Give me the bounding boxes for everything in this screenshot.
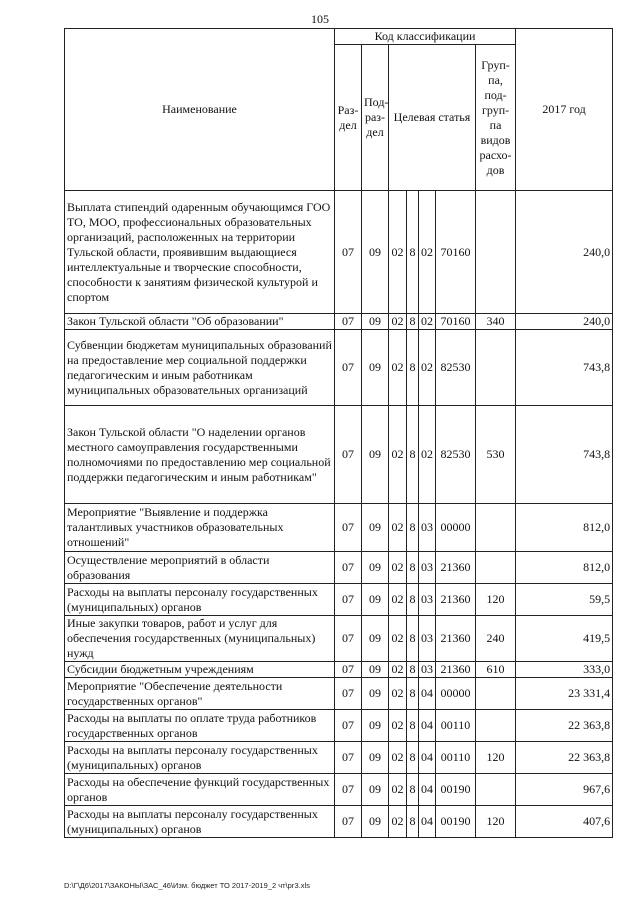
row-name: Расходы на обеспечение функций государственных органов [65,774,335,806]
row-cs1: 02 [389,806,407,838]
row-razdel: 07 [335,330,362,406]
row-name: Мероприятие "Выявление и поддержка талантливых участников образовательных отношений" [65,504,335,552]
row-cs1: 02 [389,504,407,552]
row-cs3: 02 [419,330,436,406]
row-cs4: 21360 [436,584,476,616]
row-vid [476,504,516,552]
row-name: Закон Тульской области "Об образовании" [65,314,335,330]
row-amount: 812,0 [516,552,613,584]
row-cs1: 02 [389,678,407,710]
table-row [65,806,613,838]
row-amount: 23 331,4 [516,678,613,710]
row-cs2: 8 [407,552,419,584]
row-cs1: 02 [389,314,407,330]
row-razdel: 07 [335,616,362,662]
row-razdel: 07 [335,314,362,330]
row-cs3: 03 [419,616,436,662]
header-code-group: Код классификации [335,29,516,45]
row-cs4: 00000 [436,678,476,710]
row-razdel: 07 [335,406,362,504]
row-cs2: 8 [407,710,419,742]
table-row [65,742,613,774]
row-cs2: 8 [407,330,419,406]
row-cs2: 8 [407,662,419,678]
row-razdel: 07 [335,584,362,616]
row-cs2: 8 [407,616,419,662]
row-podrazdel: 09 [362,742,389,774]
row-podrazdel: 09 [362,774,389,806]
row-cs4: 00190 [436,806,476,838]
row-cs3: 04 [419,710,436,742]
table-row [65,584,613,616]
row-podrazdel: 09 [362,678,389,710]
row-cs4: 21360 [436,662,476,678]
row-amount: 419,5 [516,616,613,662]
row-vid [476,330,516,406]
row-amount: 407,6 [516,806,613,838]
row-cs4: 82530 [436,330,476,406]
row-cs3: 03 [419,662,436,678]
header-section: Раз- дел [335,45,362,191]
row-name: Субвенции бюджетам муниципальных образований на предоставление мер социальной поддержки педагогическим и иным работникам муниципальных образовательных организаций [65,330,335,406]
row-name: Осуществление мероприятий в области образования [65,552,335,584]
row-name: Расходы на выплаты персоналу государственных (муниципальных) органов [65,742,335,774]
row-cs3: 02 [419,406,436,504]
table-row [65,774,613,806]
row-podrazdel: 09 [362,330,389,406]
row-vid [476,678,516,710]
row-cs3: 04 [419,742,436,774]
row-amount: 812,0 [516,504,613,552]
row-name: Расходы на выплаты персоналу государственных (муниципальных) органов [65,584,335,616]
row-cs1: 02 [389,191,407,314]
row-amount: 743,8 [516,406,613,504]
row-cs3: 04 [419,678,436,710]
row-cs1: 02 [389,584,407,616]
row-amount: 743,8 [516,330,613,406]
row-vid: 530 [476,406,516,504]
row-amount: 240,0 [516,314,613,330]
row-cs3: 03 [419,504,436,552]
row-vid [476,774,516,806]
row-vid: 610 [476,662,516,678]
row-cs2: 8 [407,678,419,710]
row-cs1: 02 [389,710,407,742]
row-cs1: 02 [389,330,407,406]
row-cs4: 00110 [436,742,476,774]
row-podrazdel: 09 [362,314,389,330]
row-podrazdel: 09 [362,504,389,552]
row-vid [476,710,516,742]
row-cs4: 70160 [436,314,476,330]
table-row [65,662,613,678]
row-cs1: 02 [389,774,407,806]
row-cs3: 02 [419,191,436,314]
row-name: Выплата стипендий одаренным обучающимся ГОО ТО, МОО, профессиональных образовательных организаций, расположенных на территории Тульской области, проявившим выдающиеся интеллектуальные и творческие способности, способности к занятиям физической культурой и спортом [65,191,335,314]
row-cs2: 8 [407,806,419,838]
row-cs4: 00110 [436,710,476,742]
file-path-footer: D:\Г\Д6\2017\ЗАКОНЫ\ЗАС_46\Изм. бюджет ТО 2017-2019_2 чт\рг3.xls [64,881,310,890]
row-cs3: 02 [419,314,436,330]
row-podrazdel: 09 [362,662,389,678]
header-name: Наименование [65,29,335,191]
row-razdel: 07 [335,774,362,806]
row-podrazdel: 09 [362,191,389,314]
row-name: Мероприятие "Обеспечение деятельности государственных органов" [65,678,335,710]
row-razdel: 07 [335,504,362,552]
row-podrazdel: 09 [362,584,389,616]
row-vid [476,552,516,584]
table-row [65,314,613,330]
row-name: Расходы на выплаты персоналу государственных (муниципальных) органов [65,806,335,838]
row-vid: 120 [476,742,516,774]
row-name: Расходы на выплаты по оплате труда работников государственных органов [65,710,335,742]
row-cs3: 04 [419,774,436,806]
row-razdel: 07 [335,552,362,584]
row-podrazdel: 09 [362,806,389,838]
row-razdel: 07 [335,191,362,314]
row-amount: 240,0 [516,191,613,314]
row-cs4: 70160 [436,191,476,314]
row-cs2: 8 [407,774,419,806]
row-cs4: 00000 [436,504,476,552]
row-cs4: 21360 [436,616,476,662]
row-podrazdel: 09 [362,616,389,662]
row-podrazdel: 09 [362,710,389,742]
table-row [65,710,613,742]
row-cs2: 8 [407,742,419,774]
row-amount: 22 363,8 [516,710,613,742]
row-cs2: 8 [407,584,419,616]
row-cs3: 04 [419,806,436,838]
row-cs1: 02 [389,552,407,584]
row-amount: 59,5 [516,584,613,616]
row-amount: 967,6 [516,774,613,806]
row-amount: 333,0 [516,662,613,678]
table-row [65,330,613,406]
row-podrazdel: 09 [362,406,389,504]
row-cs2: 8 [407,504,419,552]
row-cs1: 02 [389,406,407,504]
header-target-article: Целевая статья [389,45,476,191]
header-expense-group: Груп- па, под- груп- па видов расхо- дов [476,45,516,191]
budget-table [64,28,613,838]
row-vid: 120 [476,584,516,616]
row-name: Иные закупки товаров, работ и услуг для обеспечения государственных (муниципальных) нужд [65,616,335,662]
row-name: Субсидии бюджетным учреждениям [65,662,335,678]
table-row [65,552,613,584]
table-row [65,191,613,314]
row-cs2: 8 [407,191,419,314]
row-name: Закон Тульской области "О наделении органов местного самоуправления государственными полномочиями по предоставлению мер социальной поддержки педагогическим и иным работникам" [65,406,335,504]
row-cs1: 02 [389,616,407,662]
row-podrazdel: 09 [362,552,389,584]
row-razdel: 07 [335,678,362,710]
table-row [65,616,613,662]
header-year: 2017 год [516,29,613,191]
table-body [65,191,613,838]
row-amount: 22 363,8 [516,742,613,774]
row-cs4: 21360 [436,552,476,584]
row-razdel: 07 [335,662,362,678]
table-row [65,406,613,504]
row-cs4: 82530 [436,406,476,504]
row-cs2: 8 [407,314,419,330]
row-vid: 120 [476,806,516,838]
row-razdel: 07 [335,742,362,774]
row-cs3: 03 [419,552,436,584]
page-number: 105 [311,12,329,26]
row-cs1: 02 [389,662,407,678]
table-row [65,504,613,552]
row-razdel: 07 [335,806,362,838]
row-cs1: 02 [389,742,407,774]
table-row [65,678,613,710]
header-subsection: Под- раз- дел [362,45,389,191]
row-vid [476,191,516,314]
row-cs4: 00190 [436,774,476,806]
row-cs2: 8 [407,406,419,504]
row-cs3: 03 [419,584,436,616]
row-vid: 340 [476,314,516,330]
row-razdel: 07 [335,710,362,742]
row-vid: 240 [476,616,516,662]
